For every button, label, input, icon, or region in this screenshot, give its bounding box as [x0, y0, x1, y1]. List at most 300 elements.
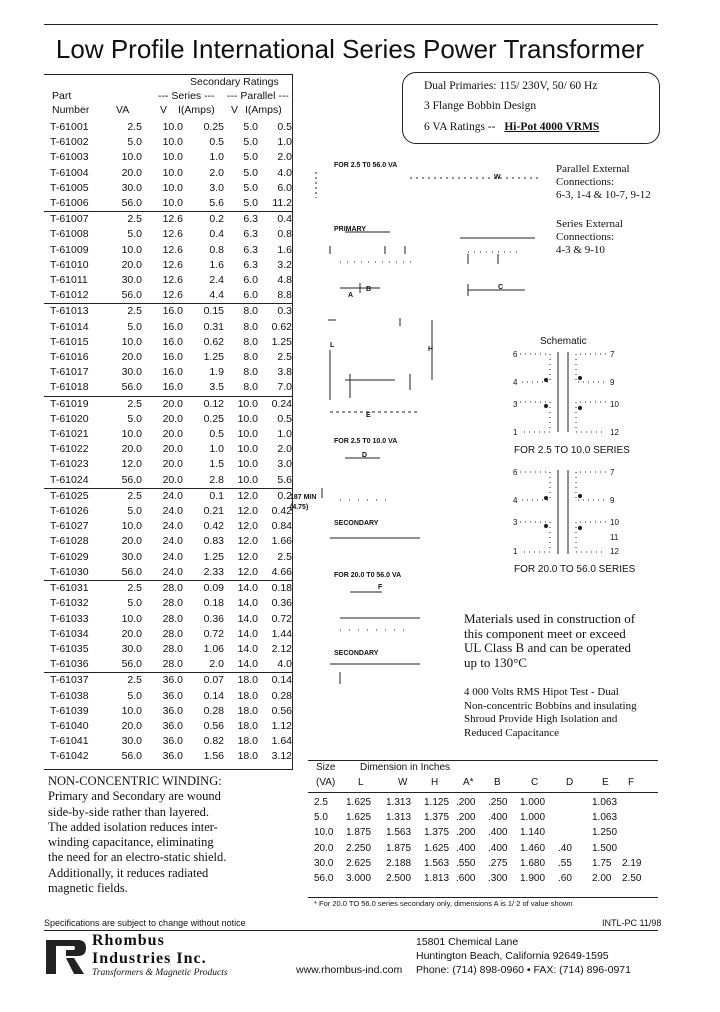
- part-number-cell: T-61037: [44, 673, 108, 689]
- series-i-cell: 0.2: [183, 212, 224, 228]
- series-v-cell: 36.0: [142, 673, 183, 689]
- footer-rule: [44, 930, 658, 931]
- dims-row: [314, 871, 646, 886]
- dims-cell: 30.0: [314, 857, 334, 869]
- series-i-cell: 0.28: [203, 704, 224, 717]
- part-number-cell: T-61004: [50, 166, 89, 179]
- materials-line-2: this component meet or exceed: [464, 625, 626, 641]
- company-name-2: Industries Inc.: [92, 950, 207, 967]
- page-title: Low Profile International Series Power Transformer: [55, 34, 645, 64]
- label-dim-l: L: [330, 342, 335, 349]
- part-number-cell: T-61035: [50, 642, 89, 655]
- series-v-cell: 16.0: [162, 366, 183, 379]
- parts-row: [44, 704, 292, 719]
- parallel-v-cell: 10.0: [237, 458, 258, 471]
- parallel-i-cell: 7.0: [277, 381, 292, 394]
- part-number-cell: T-61001: [50, 121, 89, 133]
- series-i-cell: 1.0: [209, 151, 224, 164]
- dims-col-header: F: [628, 777, 635, 788]
- series-i-cell: 0.83: [203, 535, 224, 548]
- series-v-cell: 36.0: [162, 735, 183, 748]
- series-i-cell: 1.25: [203, 351, 224, 364]
- label-dim-a: A: [348, 292, 354, 299]
- parallel-i-cell: 0.56: [271, 704, 292, 717]
- va-cell: 20.0: [121, 443, 142, 456]
- dims-cell: 1.063: [592, 812, 618, 824]
- parallel-v-cell: 8.0: [243, 335, 258, 348]
- part-number-cell: T-61017: [50, 366, 89, 379]
- s2-pin-left-0: 6: [513, 468, 518, 477]
- dims-cell: 1.900: [520, 873, 546, 885]
- parallel-v-cell: 10.0: [237, 443, 258, 456]
- dims-col-header: L: [358, 777, 364, 788]
- hipot-link[interactable]: Hi-Pot 4000 VRMS: [504, 121, 600, 133]
- va-cell: 56.0: [121, 289, 142, 302]
- doc-code: INTL-PC 11/98: [602, 918, 662, 928]
- va-cell: 20.0: [121, 351, 142, 364]
- dims-cell: [622, 841, 646, 856]
- s2-left-winding-1: [520, 472, 550, 500]
- parts-row: [44, 457, 292, 472]
- parallel-i-cell: 0.24: [258, 396, 292, 412]
- parts-row: [44, 519, 292, 534]
- va-cell: 56.0: [121, 565, 142, 578]
- va-cell: 10.0: [121, 335, 142, 348]
- parts-row: [44, 565, 292, 581]
- phone-fax: Phone: (714) 898-0960 • FAX: (714) 896-0971: [416, 964, 631, 976]
- address-line-2: Huntington Beach, California 92649-1595: [416, 950, 609, 962]
- dims-cell: 10.0: [314, 827, 334, 839]
- parallel-i-cell: 11.2: [272, 197, 292, 210]
- series-i-cell: 4.4: [209, 289, 224, 302]
- series-i-cell: 0.36: [203, 612, 224, 625]
- va-cell: 2.5: [108, 581, 142, 597]
- parallel-i-cell: 3.2: [277, 258, 292, 271]
- parallel-v-cell: 6.3: [243, 258, 258, 271]
- schematic-diagram-1: [510, 348, 620, 438]
- logo-bar-left: [46, 940, 56, 974]
- part-number-cell: T-61014: [50, 320, 89, 333]
- dims-cell: 56.0: [314, 873, 334, 885]
- parts-row: [44, 689, 292, 704]
- series-v-cell: 12.6: [162, 274, 183, 287]
- hipot-note: [464, 686, 637, 740]
- dims-cell: [622, 825, 646, 840]
- series-v-cell: 12.6: [162, 243, 183, 256]
- part-number-cell: T-61033: [50, 612, 89, 625]
- part-number-cell: T-61013: [44, 304, 108, 320]
- series-i-cell: 2.4: [209, 274, 224, 287]
- parallel-v-cell: 10.0: [237, 473, 258, 486]
- part-number-cell: T-61019: [44, 396, 108, 412]
- s1-pin-left-2: 3: [513, 400, 518, 409]
- address-line-1: 15801 Chemical Lane: [416, 936, 519, 948]
- series-i-cell: 2.8: [209, 473, 224, 486]
- parallel-i-cell: 4.0: [277, 166, 292, 179]
- parts-row: [44, 181, 292, 196]
- dims-cell: 20.0: [314, 842, 334, 854]
- dims-cell: .200: [456, 797, 476, 808]
- series-i-cell: 1.06: [203, 642, 224, 655]
- part-number-cell: T-61012: [50, 289, 89, 302]
- series-i-cell: 0.14: [203, 689, 224, 702]
- va-cell: 10.0: [121, 704, 142, 717]
- dims-cell: 1.813: [424, 873, 450, 885]
- s1-dot-1: [544, 378, 547, 381]
- dims-cell: 2.00: [592, 873, 612, 885]
- series-v-cell: 28.0: [162, 597, 183, 610]
- logo-shape-leg: [66, 958, 84, 974]
- series-i-cell: 0.18: [203, 597, 224, 610]
- hdr-series-v: V: [160, 104, 168, 116]
- series-i-cell: 0.25: [203, 412, 224, 425]
- winding-line-7: magnetic fields.: [48, 881, 128, 896]
- series-i-cell: 1.56: [203, 750, 224, 763]
- label-for-20-56: FOR 20.0 T0 56.0 VA: [334, 572, 402, 579]
- part-number-cell: T-61018: [50, 381, 89, 394]
- part-number-cell: T-61040: [50, 719, 89, 732]
- series-v-cell: 36.0: [162, 704, 183, 717]
- parts-row: [44, 304, 292, 320]
- part-number-cell: T-61020: [50, 412, 89, 425]
- parts-row: [44, 335, 292, 350]
- series-i-cell: 0.5: [209, 136, 224, 149]
- va-cell: 30.0: [121, 181, 142, 194]
- dims-col-header: W: [398, 777, 408, 788]
- parallel-v-cell: 10.0: [237, 412, 258, 425]
- part-number-cell: T-61025: [44, 488, 108, 504]
- series-v-cell: 28.0: [142, 581, 183, 597]
- dims-cell: 1.75: [592, 857, 612, 869]
- va-cell: 12.0: [121, 458, 142, 471]
- va-cell: 30.0: [121, 642, 142, 655]
- va-cell: 10.0: [121, 243, 142, 256]
- dims-cell: .200: [456, 812, 476, 824]
- dims-cell: 1.625: [346, 812, 372, 824]
- materials-note: [464, 612, 635, 670]
- parts-row: [44, 288, 292, 304]
- parallel-v-cell: 8.0: [243, 381, 258, 394]
- series-v-cell: 12.6: [162, 228, 183, 241]
- dims-cell: [622, 795, 646, 810]
- label-dim-w: W: [494, 174, 501, 181]
- va-cell: 30.0: [121, 274, 142, 287]
- series-i-cell: 0.09: [183, 581, 224, 597]
- va-cell: 20.0: [121, 166, 142, 179]
- parallel-i-cell: 3.0: [277, 458, 292, 471]
- rhombus-logo: [44, 936, 88, 978]
- series-v-cell: 16.0: [162, 381, 183, 394]
- va-cell: 30.0: [121, 735, 142, 748]
- part-number-cell: T-61026: [50, 505, 89, 518]
- parts-row: [44, 488, 292, 504]
- series-i-cell: 0.31: [203, 320, 224, 333]
- parallel-i-cell: 2.0: [277, 443, 292, 456]
- series-v-cell: 20.0: [142, 396, 183, 412]
- parallel-i-cell: 0.72: [271, 612, 292, 625]
- website-link[interactable]: www.rhombus-ind.com: [296, 964, 403, 976]
- parallel-v-cell: 18.0: [237, 689, 258, 702]
- s2-pin-right-1: 9: [610, 496, 615, 505]
- part-number-cell: T-61021: [50, 428, 89, 441]
- dimensions-table: [314, 795, 646, 886]
- parallel-i-cell: 2.12: [271, 642, 292, 655]
- va-cell: 5.0: [127, 320, 142, 333]
- part-number-cell: T-61008: [50, 228, 89, 241]
- hdr-parallel-v: V: [231, 104, 239, 116]
- dims-cell: 1.140: [520, 827, 546, 839]
- label-dim-c: C: [498, 284, 504, 291]
- hdr-series: --- Series ---: [158, 90, 215, 102]
- dims-va-label: (VA): [316, 777, 336, 788]
- s1-pin-right-2: 10: [610, 400, 619, 409]
- s1-pin-right-1: 9: [610, 378, 615, 387]
- dims-cell: 2.188: [386, 857, 412, 869]
- series-v-cell: 12.6: [162, 258, 183, 271]
- parallel-i-cell: 4.66: [271, 565, 292, 578]
- dims-cell: 1.500: [592, 842, 618, 854]
- dims-col-header: A*: [463, 777, 474, 788]
- part-number-cell: T-61029: [50, 550, 89, 563]
- va-cell: 56.0: [121, 473, 142, 486]
- series-v-cell: 16.0: [162, 351, 183, 364]
- series-i-cell: 0.56: [203, 719, 224, 732]
- dims-cell: 2.19: [622, 857, 642, 869]
- parts-row: [44, 504, 292, 519]
- parts-row: [44, 749, 292, 764]
- parts-row: [44, 734, 292, 749]
- parts-row: [44, 642, 292, 657]
- parallel-i-cell: 0.5: [277, 121, 292, 133]
- dims-row: [314, 810, 646, 825]
- parallel-v-cell: 18.0: [224, 673, 258, 689]
- s2-dot-2: [544, 524, 547, 527]
- part-number-cell: T-61032: [50, 597, 89, 610]
- hdr-secondary-ratings: Secondary Ratings: [190, 76, 279, 88]
- parallel-i-cell: 0.36: [271, 597, 292, 610]
- series-v-cell: 16.0: [162, 320, 183, 333]
- hdr-parallel-i: I(Amps): [245, 104, 282, 116]
- dims-cell: 2.625: [346, 857, 372, 869]
- label-secondary-2: SECONDARY: [334, 650, 379, 657]
- winding-line-3: The added isolation reduces inter-: [48, 819, 218, 834]
- dims-cell: [558, 825, 592, 840]
- part-number-cell: T-61007: [44, 212, 108, 228]
- va-cell: 10.0: [121, 520, 142, 533]
- dims-cell: 3.000: [346, 873, 372, 885]
- parallel-v-cell: 6.0: [243, 274, 258, 287]
- parallel-i-cell: 0.5: [277, 412, 292, 425]
- series-v-cell: 28.0: [162, 612, 183, 625]
- part-number-cell: T-61023: [50, 458, 89, 471]
- hipot-line-4: Reduced Capacitance: [464, 726, 559, 739]
- series-line-2: Connections:: [556, 231, 615, 243]
- s1-dot-4: [578, 406, 581, 409]
- parts-row: [44, 596, 292, 611]
- parts-row: [44, 534, 292, 549]
- label-for-2-5-10: FOR 2.5 T0 10.0 VA: [334, 438, 398, 445]
- materials-line-3: UL Class B and can be operated: [464, 640, 632, 655]
- parts-row: [44, 657, 292, 673]
- parallel-v-cell: 8.0: [243, 320, 258, 333]
- bobbin-design-line: 3 Flange Bobbin Design: [424, 100, 537, 112]
- company-name-1: Rhombus: [92, 932, 165, 949]
- va-cell: 10.0: [121, 428, 142, 441]
- dims-col-header: B: [494, 777, 501, 788]
- series-v-cell: 24.0: [162, 505, 183, 518]
- va-cell: 5.0: [127, 412, 142, 425]
- winding-heading: NON-CONCENTRIC WINDING:: [48, 774, 222, 788]
- winding-line-4: winding capacitance, eliminating: [48, 835, 214, 850]
- series-i-cell: 0.5: [209, 428, 224, 441]
- parallel-i-cell: 2.0: [277, 151, 292, 164]
- parallel-v-cell: 5.0: [243, 181, 258, 194]
- winding-note: [48, 774, 226, 896]
- part-number-cell: T-61038: [50, 689, 89, 702]
- part-number-cell: T-61028: [50, 535, 89, 548]
- label-dim-f: F: [378, 584, 383, 591]
- series-i-cell: 3.0: [209, 181, 224, 194]
- parts-row: [44, 627, 292, 642]
- label-for-2-5-56: FOR 2.5 T0 56.0 VA: [334, 162, 398, 169]
- series-v-cell: 20.0: [162, 473, 183, 486]
- va-cell: 56.0: [121, 750, 142, 763]
- dims-cell: [622, 810, 646, 825]
- parts-row: [44, 442, 292, 457]
- part-number-cell: T-61034: [50, 627, 89, 640]
- label-dim-b: B: [366, 286, 372, 293]
- part-number-cell: T-61027: [50, 520, 89, 533]
- series-v-cell: 24.0: [162, 520, 183, 533]
- parts-row: [44, 120, 292, 135]
- s2-dot-4: [578, 526, 581, 529]
- parallel-v-cell: 5.0: [243, 121, 258, 133]
- parallel-v-cell: 12.0: [237, 535, 258, 548]
- series-i-cell: 2.0: [209, 166, 224, 179]
- parts-row: [44, 212, 292, 228]
- series-v-cell: 10.0: [162, 136, 183, 149]
- part-number-cell: T-61022: [50, 443, 89, 456]
- parts-row: [44, 135, 292, 150]
- hipot-line-2: Non-concentric Bobbins and insulating: [464, 699, 637, 712]
- dims-cell: .550: [456, 857, 476, 869]
- series-line-3: 4-3 & 9-10: [556, 244, 605, 256]
- dual-primaries-line: Dual Primaries: 115/ 230V, 50/ 60 Hz: [424, 80, 598, 92]
- va-cell: 2.5: [108, 212, 142, 228]
- dims-cell: 1.313: [386, 797, 412, 808]
- hdr-parallel: --- Parallel ---: [227, 90, 289, 102]
- dims-cell: [558, 795, 592, 810]
- parallel-i-cell: 2.5: [277, 351, 292, 364]
- s1-pin-right-0: 7: [610, 350, 615, 359]
- parts-row: [44, 258, 292, 273]
- hdr-va: VA: [116, 104, 130, 116]
- series-i-cell: 0.8: [209, 243, 224, 256]
- label-primary: PRIMARY: [334, 226, 367, 233]
- parallel-i-cell: 1.64: [271, 735, 292, 748]
- va-cell: 2.5: [108, 673, 142, 689]
- parallel-v-cell: 12.0: [237, 550, 258, 563]
- dims-cell: .400: [456, 842, 476, 854]
- part-number-cell: T-61002: [50, 136, 89, 149]
- s1-pin-left-0: 6: [513, 350, 518, 359]
- series-v-cell: 36.0: [162, 689, 183, 702]
- series-i-cell: 2.33: [203, 565, 224, 578]
- parallel-i-cell: 1.25: [271, 335, 292, 348]
- parallel-v-cell: 14.0: [237, 597, 258, 610]
- parallel-i-cell: 5.6: [277, 473, 292, 486]
- parallel-v-cell: 14.0: [237, 642, 258, 655]
- va-cell: 5.0: [127, 689, 142, 702]
- part-number-cell: T-61005: [50, 181, 89, 194]
- series-i-cell: 0.25: [203, 121, 224, 133]
- s1-dot-3: [578, 376, 581, 379]
- dims-row: [314, 825, 646, 840]
- s1-left-winding-1: [520, 354, 550, 382]
- parts-row: [44, 166, 292, 181]
- va-cell: 56.0: [121, 658, 142, 671]
- s2-pin-right-3: 11: [610, 533, 619, 542]
- series-v-cell: 24.0: [162, 565, 183, 578]
- parts-row: [44, 227, 292, 242]
- parallel-i-cell: 0.18: [258, 581, 292, 597]
- dims-cell: [558, 810, 592, 825]
- part-number-cell: T-61011: [50, 274, 88, 287]
- materials-line-1: Materials used in construction of: [464, 611, 636, 626]
- part-number-cell: T-61015: [50, 335, 89, 348]
- parallel-i-cell: 4.0: [277, 658, 292, 671]
- s2-pin-right-0: 7: [610, 468, 615, 477]
- series-v-cell: 12.6: [162, 289, 183, 302]
- company-tagline: Transformers & Magnetic Products: [92, 968, 228, 978]
- va-cell: 20.0: [121, 258, 142, 271]
- dims-cell: .300: [488, 873, 508, 885]
- s2-pin-left-2: 3: [513, 518, 518, 527]
- part-number-cell: T-61003: [50, 151, 89, 164]
- s1-dot-2: [544, 404, 547, 407]
- dims-cell: 1.680: [520, 857, 546, 869]
- parts-row: [44, 380, 292, 396]
- series-i-cell: 0.07: [183, 673, 224, 689]
- parallel-i-cell: 0.28: [271, 689, 292, 702]
- s2-pin-left-1: 4: [513, 496, 518, 505]
- parallel-line-1: Parallel External: [556, 163, 630, 175]
- parallel-v-cell: 12.0: [224, 488, 258, 504]
- parallel-i-cell: 0.62: [271, 320, 292, 333]
- s2-dot-1: [544, 496, 547, 499]
- parallel-v-cell: 8.0: [243, 366, 258, 379]
- parts-row: [44, 550, 292, 565]
- part-number-cell: T-61031: [44, 581, 108, 597]
- dims-cell: 1.625: [424, 842, 450, 854]
- parallel-i-cell: 1.66: [271, 535, 292, 548]
- parallel-i-cell: 0.8: [277, 228, 292, 241]
- parts-row: [44, 196, 292, 212]
- series-v-cell: 24.0: [162, 550, 183, 563]
- s2-pin-left-3: 1: [513, 547, 518, 556]
- s1-pin-left-1: 4: [513, 378, 518, 387]
- part-number-cell: T-61042: [50, 750, 89, 763]
- va-cell: 10.0: [121, 151, 142, 164]
- dims-cell: 1.000: [520, 812, 546, 824]
- dims-row: [314, 841, 646, 856]
- dims-cell: 5.0: [314, 812, 328, 824]
- dims-cell: .400: [488, 827, 508, 839]
- series-v-cell: 10.0: [162, 166, 183, 179]
- va-cell: 30.0: [121, 366, 142, 379]
- parallel-connections: [556, 163, 651, 202]
- series-v-cell: 20.0: [162, 412, 183, 425]
